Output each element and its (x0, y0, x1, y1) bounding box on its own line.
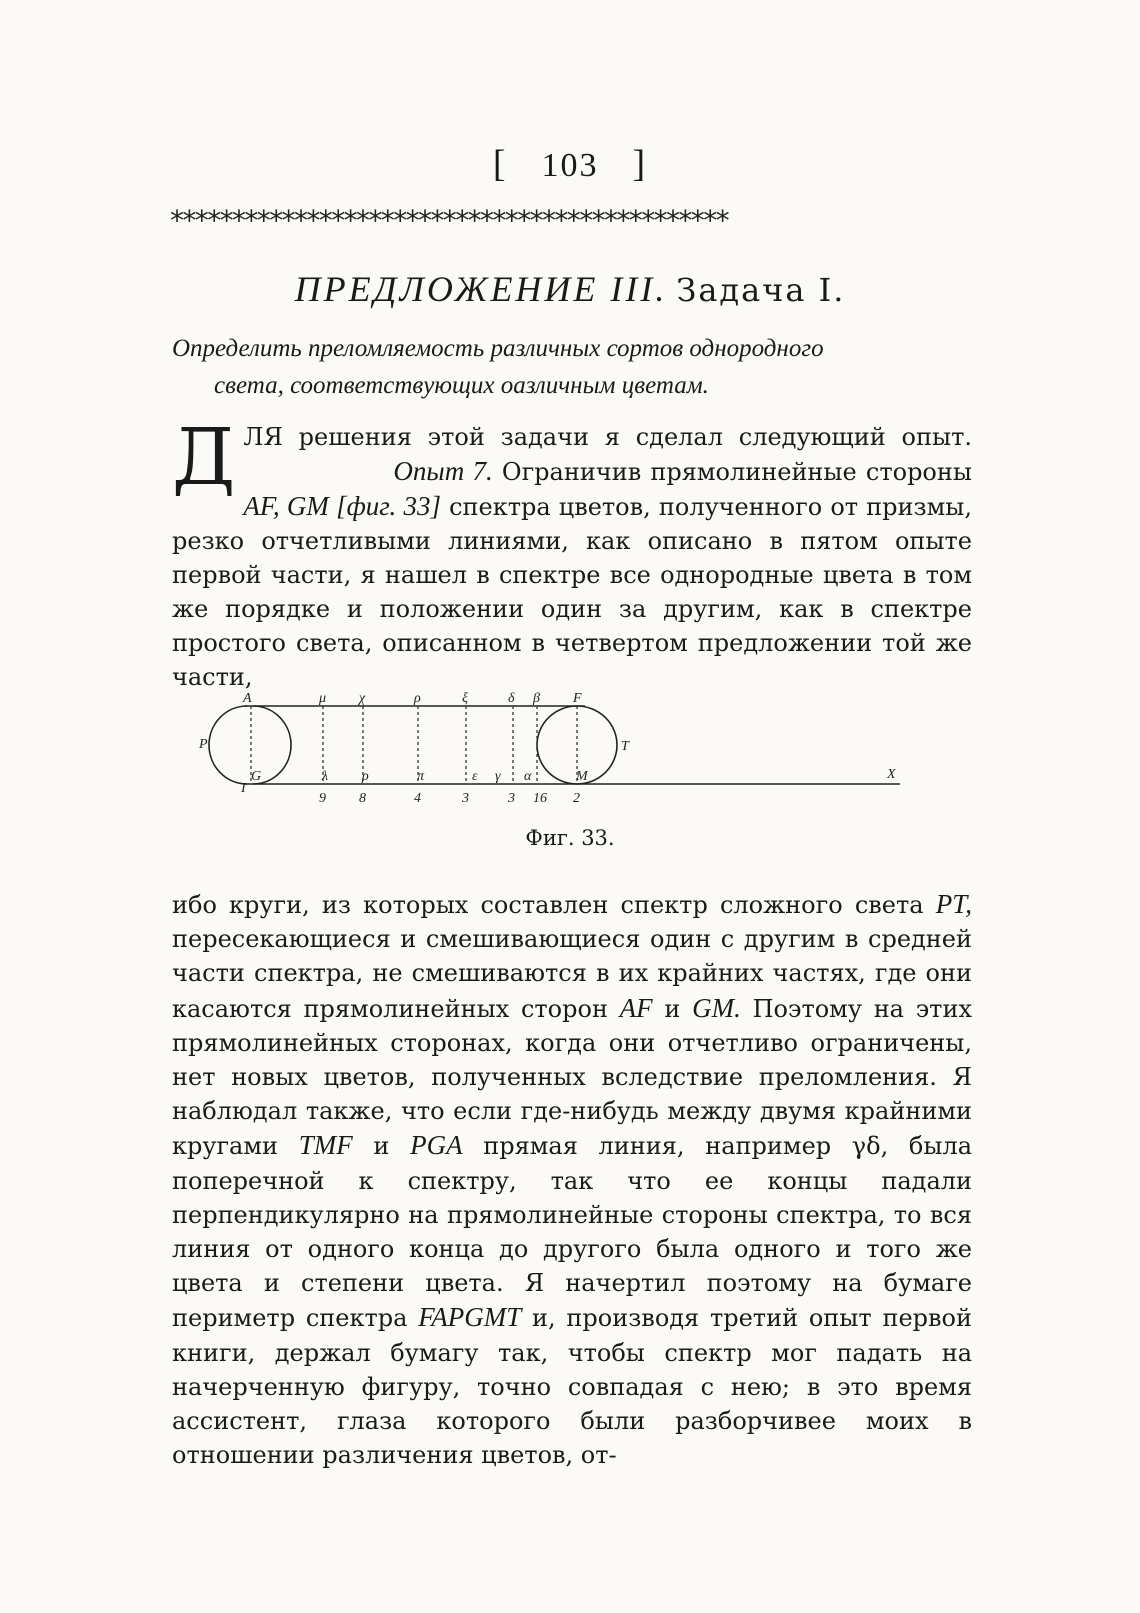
label-P: P (199, 737, 208, 752)
label-F: F (573, 691, 582, 706)
drop-cap: Д (172, 413, 236, 503)
bracket-right: ] (632, 143, 648, 185)
page-number (0, 142, 1140, 186)
paragraph-1 (172, 413, 972, 694)
paragraph-1-text-b: спектра цветов, полученного от призмы, резко отчетливыми линиями, как описано в пятом опыте первой части, я нашел в спектре все однородные цвета в том же порядке и положении один за другим, как в спектре простого света, описанном в четвертом предложении той же части, (172, 493, 972, 691)
bracket-left: [ (492, 143, 508, 185)
label-I: I (241, 781, 246, 796)
italic-PT: PT, (935, 889, 972, 919)
label-delta: δ (508, 691, 515, 706)
italic-FAPGMT: FAPGMT (418, 1302, 522, 1333)
italic-TMF: TMF (298, 1130, 353, 1161)
paragraph-1-opening: ЛЯ решения этой задачи я сделал следующий опыт. (243, 423, 972, 451)
label-xi: ξ (462, 691, 468, 706)
label-T: T (621, 739, 629, 754)
number-8: 8 (359, 791, 366, 806)
paragraph-2-text-2: пересекающиеся и смешивающиеся один с другим в средней части спектра, не смешиваются в их крайних частях, где они касаются прямолинейных сторон (172, 925, 972, 1023)
paragraph-2-text-7: и, производя третий опыт первой книги, держал бумагу так, чтобы спектр мог падать на начерченную фигуру, точно совпадая с нею; в это время ассистент, глаза которого были разборчивее моих в отношении различения цветов, от- (172, 1304, 972, 1470)
ornament-divider: ********************************************* (170, 204, 729, 237)
label-rho-top: ρ (414, 691, 421, 706)
label-lambda: λ (322, 769, 329, 784)
paragraph-2 (172, 887, 972, 1472)
number-16: 16 (533, 791, 547, 806)
italic-GM: GM. (692, 992, 741, 1023)
figure-33-diagram (195, 688, 935, 818)
sides-reference: AF, GM [фиг. 33] (243, 491, 441, 521)
paragraph-2-text-1: ибо круги, из которых составлен спектр сложного света (172, 891, 924, 919)
label-gamma: γ (495, 769, 501, 784)
figure-caption: Фиг. 33. (525, 826, 615, 850)
paragraph-2-text-3: и (664, 994, 681, 1023)
paragraph-2-text-5: и (373, 1132, 390, 1161)
italic-AF: AF (619, 992, 653, 1023)
number-9: 9 (319, 791, 326, 806)
label-pi: π (417, 769, 425, 784)
section-heading (0, 268, 1140, 310)
label-alpha: α (524, 769, 532, 784)
task-title: Задача I. (676, 271, 846, 309)
page-number-value: 103 (541, 147, 599, 184)
number-2: 2 (573, 791, 580, 806)
label-X: X (887, 767, 896, 782)
paragraph-2-text-6: прямая линия, например γδ, была поперечной к спектру, так что ее концы падали перпендикулярно на прямолинейные стороны спектра, то вся линия от одного конца до другого была одного и того же цвета и степени цвета. Я начертил поэтому на бумаге периметр спектра (172, 1132, 973, 1333)
label-chi: χ (359, 691, 366, 706)
proposition-title: ПРЕДЛОЖЕНИЕ III. (294, 269, 668, 309)
number-3b: 3 (508, 791, 515, 806)
task-statement (172, 330, 972, 404)
paragraph-1-text-a: Ограничив прямолинейные стороны (501, 458, 972, 486)
label-rho-bottom: ρ (362, 769, 369, 784)
label-epsilon: ε (472, 769, 478, 784)
paragraph-2-text-4: Поэтому на этих прямолинейных сторонах, когда они отчетливо ограничены, нет новых цветов, полученных вследствие преломления. Я наблюдал также, что если где-нибудь между двумя крайними кругами (172, 994, 972, 1161)
task-statement-line-1: Определить преломляемость различных сортов однородного (172, 335, 824, 362)
italic-PGA: PGA (410, 1130, 463, 1161)
label-G: G (251, 769, 262, 784)
experiment-label: Опыт 7. (393, 456, 493, 486)
label-mu: μ (319, 691, 327, 706)
number-4: 4 (414, 791, 421, 806)
label-A: A (243, 691, 252, 706)
label-M: M (576, 769, 588, 784)
number-3a: 3 (462, 791, 469, 806)
label-beta: β (533, 691, 540, 706)
task-statement-line-2: света, соответствующих оазличным цветам. (214, 372, 709, 399)
